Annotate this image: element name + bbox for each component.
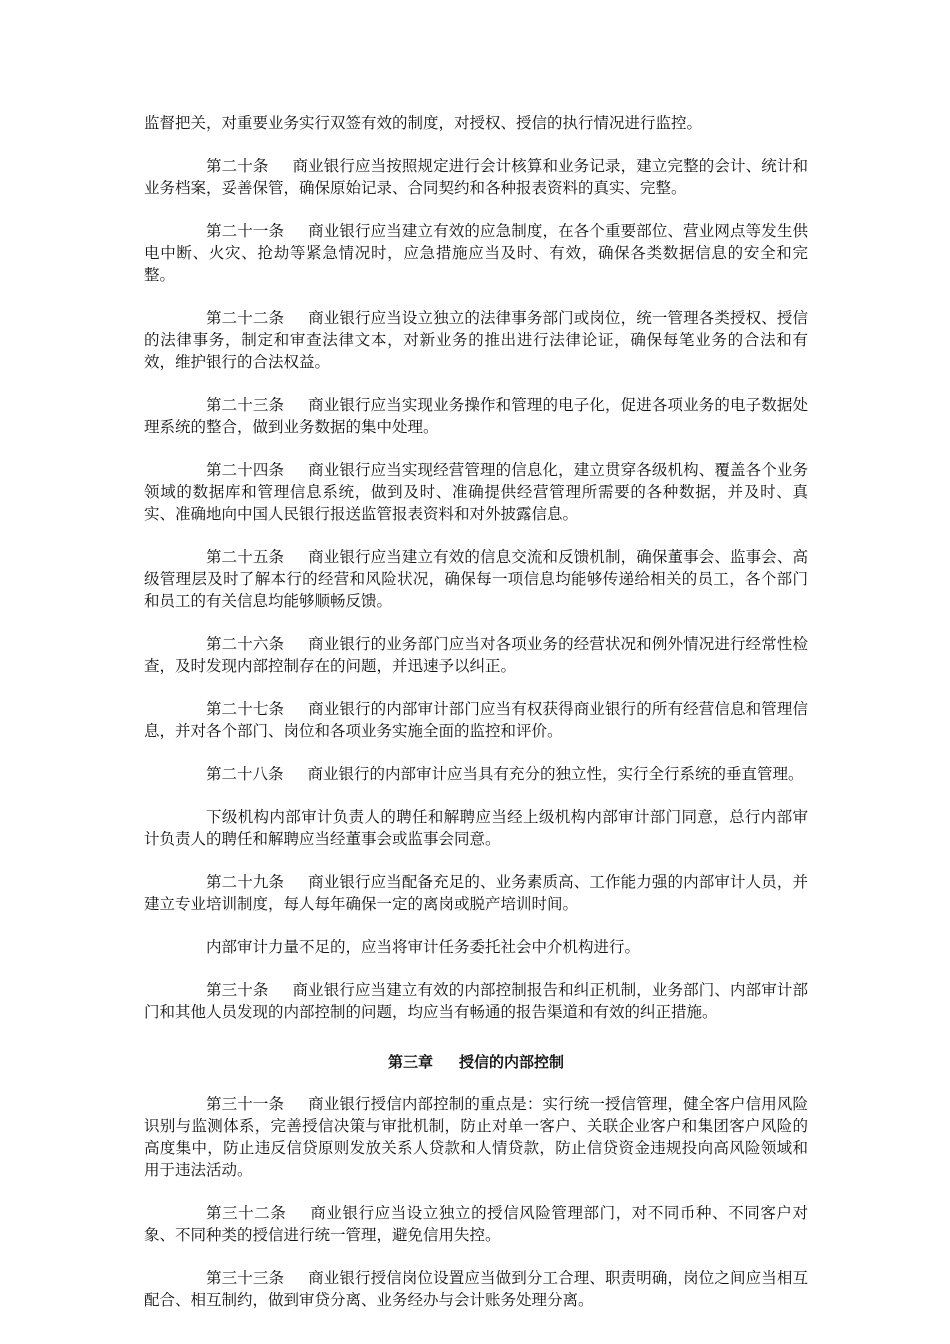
article-28 (144, 763, 808, 785)
article-text: 商业银行应当建立有效的内部控制报告和纠正机制，业务部门、内部审计部门和其他人员发现的内部控制的问题，均应当有畅通的报告渠道和有效的纠正措施。 (144, 981, 808, 1021)
article-number: 第二十四条 (206, 461, 285, 479)
article-30 (144, 979, 808, 1023)
article-27 (144, 698, 808, 742)
chapter-number: 第三章 (387, 1053, 433, 1071)
paragraph-text: 下级机构内部审计负责人的聘任和解聘应当经上级机构内部审计部门同意，总行内部审计负责人的聘任和解聘应当经董事会或监事会同意。 (144, 808, 808, 848)
article-number: 第二十一条 (206, 222, 285, 240)
article-text: 商业银行的内部审计部门应当有权获得商业银行的所有经营信息和管理信息，并对各个部门、岗位和各项业务实施全面的监控和评价。 (144, 700, 808, 740)
article-29 (144, 871, 808, 915)
article-number: 第二十九条 (206, 873, 285, 891)
article-number: 第二十七条 (206, 700, 285, 718)
article-number: 第二十条 (206, 157, 269, 175)
article-21 (144, 220, 808, 286)
article-text: 商业银行授信岗位设置应当做到分工合理、职责明确，岗位之间应当相互配合、相互制约，做到审贷分离、业务经办与会计账务处理分离。 (144, 1269, 808, 1309)
paragraph-text: 内部审计力量不足的，应当将审计任务委托社会中介机构进行。 (206, 938, 641, 956)
continuation-paragraph (144, 112, 808, 134)
article-number: 第三十三条 (206, 1269, 285, 1287)
article-text: 商业银行应当设立独立的授信风险管理部门，对不同币种、不同客户对象、不同种类的授信进行统一管理，避免信用失控。 (144, 1204, 808, 1244)
article-number: 第二十八条 (206, 765, 284, 783)
paragraph-text: 监督把关，对重要业务实行双签有效的制度，对授权、授信的执行情况进行监控。 (144, 114, 703, 132)
article-text: 商业银行的内部审计应当具有充分的独立性，实行全行系统的垂直管理。 (307, 765, 804, 783)
article-text: 商业银行应当实现业务操作和管理的电子化，促进各项业务的电子数据处理系统的整合，做到业务数据的集中处理。 (144, 396, 808, 436)
article-29-paragraph-2 (144, 936, 808, 958)
article-number: 第二十三条 (206, 396, 285, 414)
article-25 (144, 546, 808, 612)
article-number: 第二十二条 (206, 309, 285, 327)
article-text: 商业银行应当设立独立的法律事务部门或岗位，统一管理各类授权、授信的法律事务，制定和审查法律文本，对新业务的推出进行法律论证，确保每笔业务的合法和有效，维护银行的合法权益。 (144, 309, 808, 371)
article-number: 第三十条 (206, 981, 269, 999)
article-text: 商业银行应当实现经营管理的信息化，建立贯穿各级机构、覆盖各个业务领域的数据库和管理信息系统，做到及时、准确提供经营管理所需要的各种数据，并及时、真实、准确地向中国人民银行报送监管报表资料和对外披露信息。 (144, 461, 808, 523)
article-text: 商业银行的业务部门应当对各项业务的经营状况和例外情况进行经常性检查，及时发现内部控制存在的问题，并迅速予以纠正。 (144, 635, 808, 675)
article-text: 商业银行应当按照规定进行会计核算和业务记录，建立完整的会计、统计和业务档案，妥善保管，确保原始记录、合同契约和各种报表资料的真实、完整。 (144, 157, 808, 197)
article-number: 第三十一条 (206, 1095, 285, 1113)
article-32 (144, 1202, 808, 1246)
article-text: 商业银行应当建立有效的应急制度，在各个重要部位、营业网点等发生供电中断、火灾、抢劫等紧急情况时，应急措施应当及时、有效，确保各类数据信息的安全和完整。 (144, 222, 808, 284)
article-number: 第三十二条 (206, 1204, 287, 1222)
chapter-heading (144, 1051, 808, 1073)
article-24 (144, 459, 808, 525)
article-28-paragraph-2 (144, 806, 808, 850)
article-number: 第二十五条 (206, 548, 285, 566)
article-text: 商业银行应当配备充足的、业务素质高、工作能力强的内部审计人员，并建立专业培训制度，每人每年确保一定的离岗或脱产培训时间。 (144, 873, 808, 913)
article-number: 第二十六条 (206, 635, 285, 653)
document-body (144, 112, 808, 1332)
article-text: 商业银行应当建立有效的信息交流和反馈机制，确保董事会、监事会、高级管理层及时了解本行的经营和风险状况，确保每一项信息均能够传递给相关的员工，各个部门和员工的有关信息均能够顺畅反馈。 (144, 548, 808, 610)
article-23 (144, 394, 808, 438)
article-33 (144, 1267, 808, 1311)
article-20 (144, 155, 808, 199)
article-26 (144, 633, 808, 677)
chapter-title: 授信的内部控制 (459, 1053, 565, 1071)
article-22 (144, 307, 808, 373)
article-31 (144, 1093, 808, 1181)
article-text: 商业银行授信内部控制的重点是：实行统一授信管理，健全客户信用风险识别与监测体系，完善授信决策与审批机制，防止对单一客户、关联企业客户和集团客户风险的高度集中，防止违反信贷原则发放关系人贷款和人情贷款，防止信贷资金违规投向高风险领域和用于违法活动。 (144, 1095, 808, 1179)
